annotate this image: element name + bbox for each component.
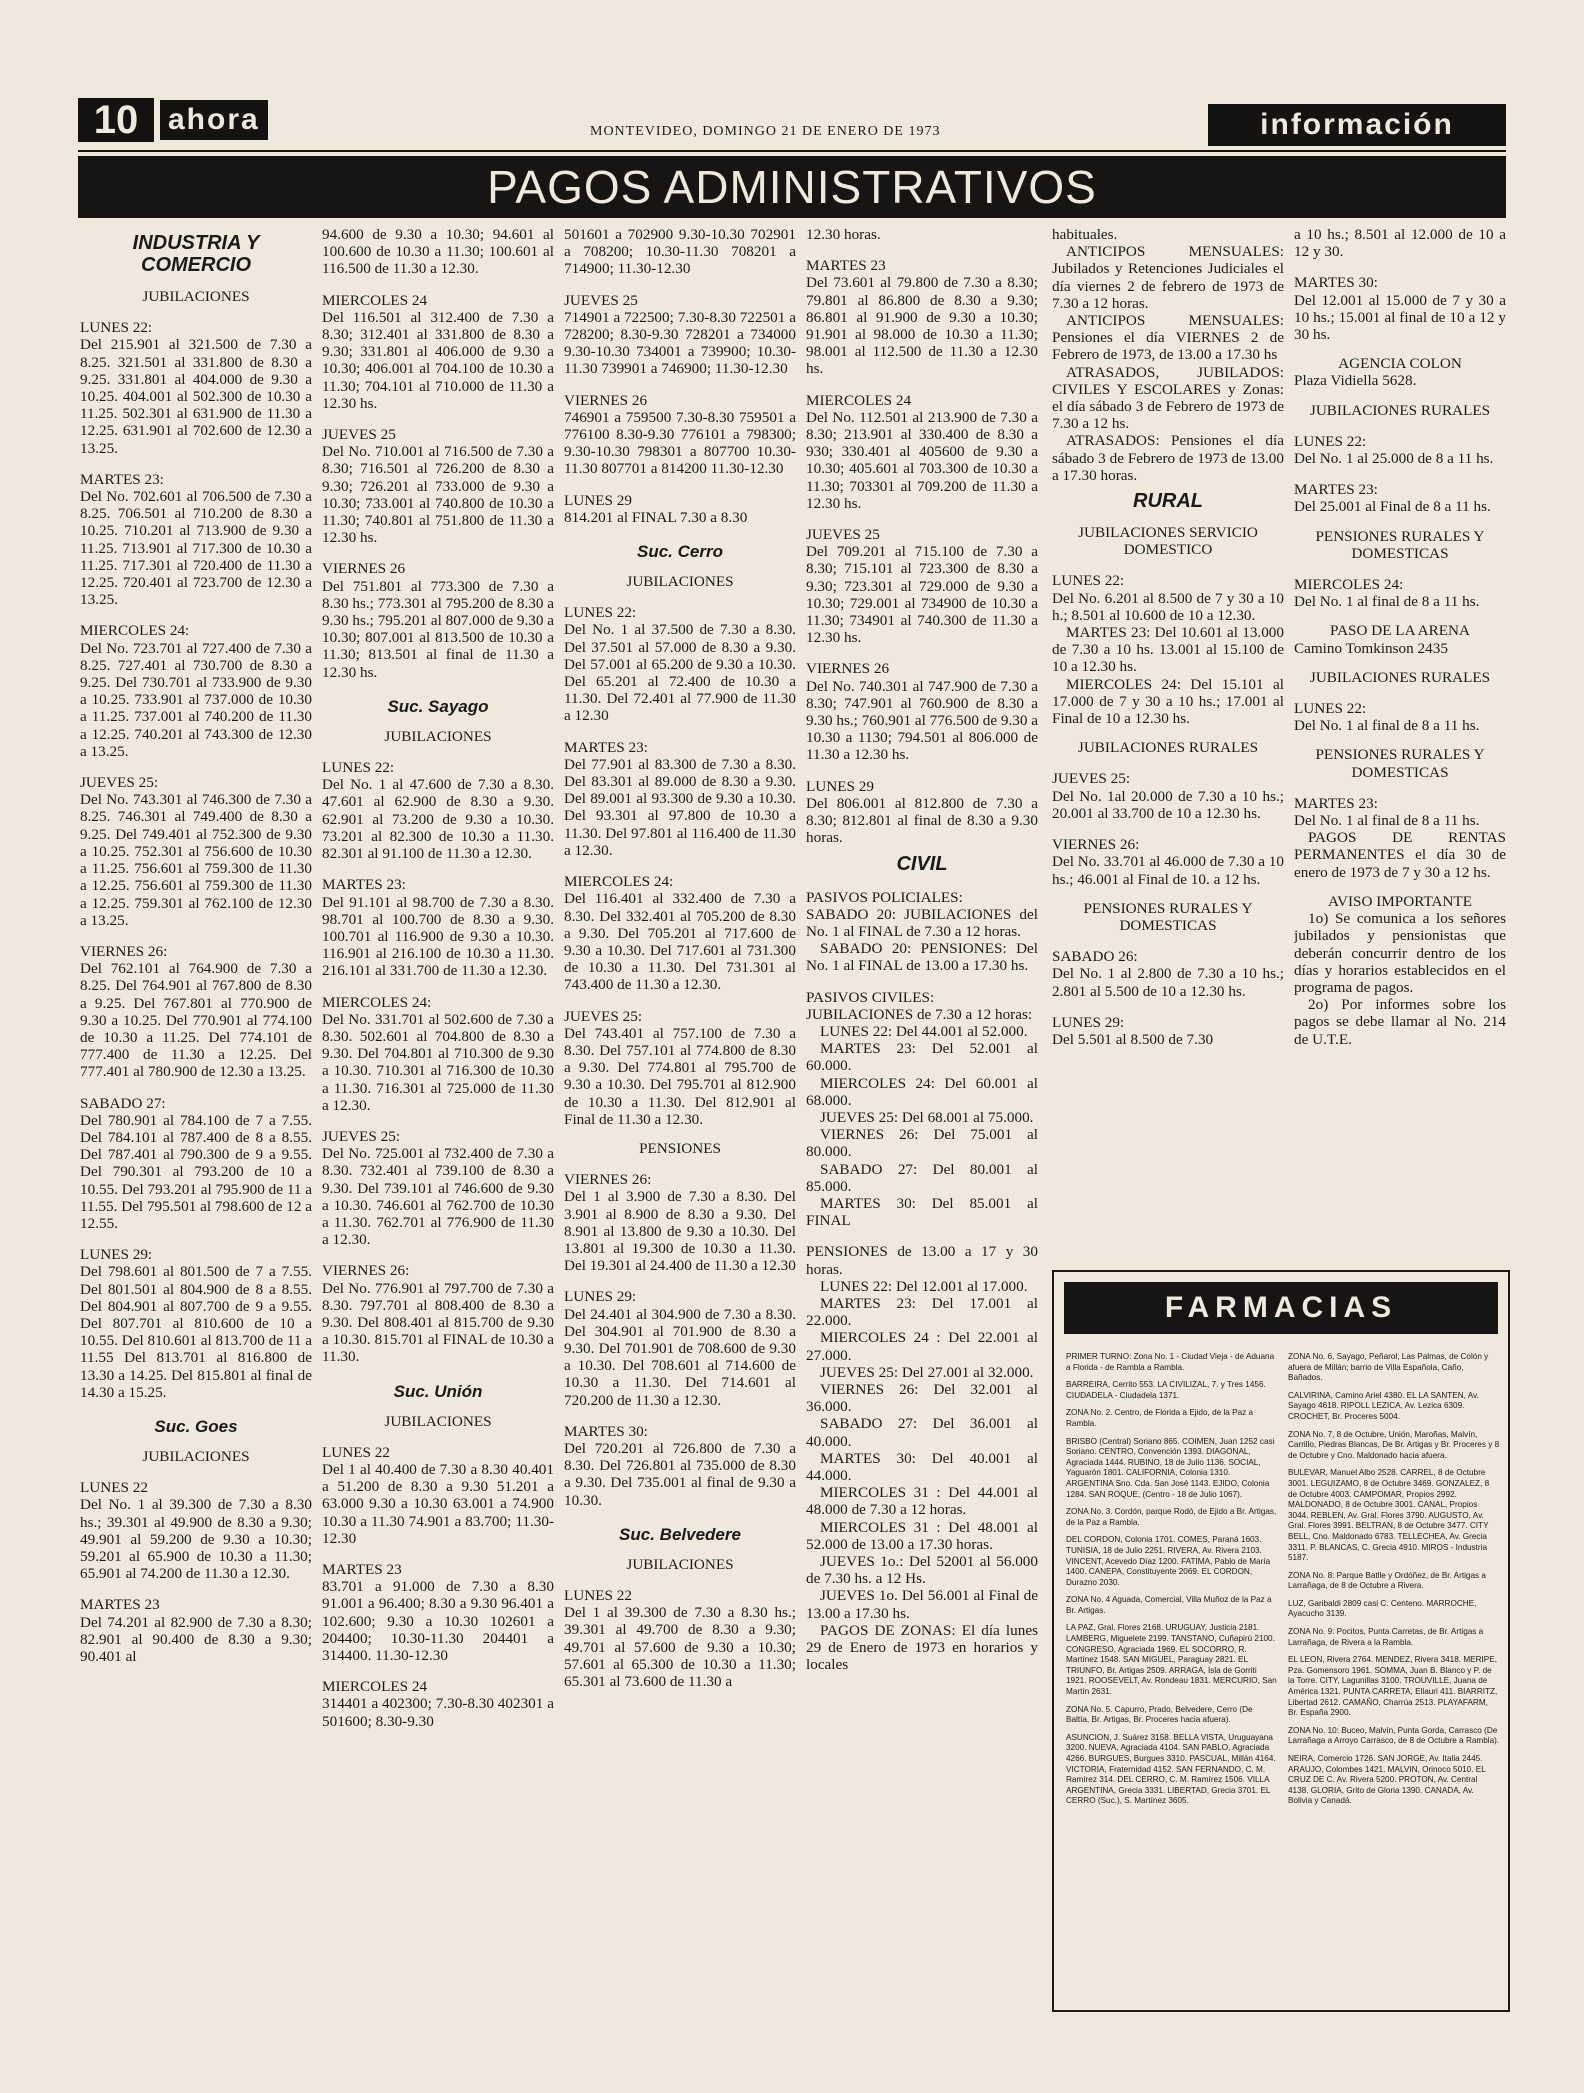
day-heading: MIERCOLES 24 [322, 291, 428, 309]
subheading: PENSIONES [639, 1139, 721, 1157]
pharmacy-listing: ASUNCION, J. Suárez 3158. BELLA VISTA, Uruguayana 3200. NUEVA, Agraciada 4104. SAN PABLO, Agraciada 4266. BURGUES, Burgues 3310. PASCUAL, Millán 4164. VICTORIA, Fraternidad 4152. SAN FERNANDO, C. M. Ramírez 314. DEL CERRO, C. M. Ramírez 1506. VILLA ARGENTINA, Grecia 3331. LIBERTAD, Grecia 3701. EL CERRO (Suc.), S. Martínez 3605. [1066, 1732, 1276, 1806]
day-heading: VIERNES 26 [806, 660, 890, 678]
schedule-text: ATRASADOS: Pensiones el día sábado 3 de Febrero de 1973 de 13.00 a 17.30 horas. [1052, 432, 1284, 484]
schedule-text: ANTICIPOS MENSUALES: Jubilados y Retenciones Judiciales el día viernes 2 de febrero de 1973 de 7.30 a 12 horas. [1052, 243, 1284, 312]
day-heading: JUEVES 25: [322, 1127, 401, 1145]
day-heading: MARTES 23: [564, 738, 648, 756]
schedule-text: Del No. 1 al final de 8 a 11 hs. [1294, 812, 1480, 830]
schedule-text: JUEVES 25: Del 27.001 al 32.000. [820, 1363, 1034, 1381]
schedule-text: Del No. 6.201 al 8.500 de 7 y 30 a 10 h.; 8.501 al 10.600 de 10 a 12.30. [1052, 589, 1284, 624]
schedule-text: Del No. 1 al final de 8 a 11 hs. [1294, 717, 1480, 735]
day-heading: MIERCOLES 24: [1294, 576, 1404, 594]
schedule-text: LUNES 22: Del 44.001 al 52.000. [820, 1022, 1028, 1040]
schedule-text: MIERCOLES 24: Del 15.101 al 17.000 de 7 y 30 a 10 hs.; 17.001 al Final de 10 a 12.30 hs. [1052, 675, 1284, 728]
subheading: JUBILACIONES [626, 1555, 734, 1573]
schedule-text: PAGOS DE ZONAS: El día lunes 29 de Enero de 1973 en horarios y locales [806, 1621, 1038, 1674]
schedule-text: MIERCOLES 24: Del 60.001 al 68.000. [806, 1074, 1038, 1109]
schedule-text: ATRASADOS, JUBILADOS: CIVILES Y ESCOLARES y Zonas: el día sábado 3 de Febrero de 1973 de 7.30 a 12 hs. [1052, 363, 1284, 433]
schedule-text: MARTES 30: Del 40.001 al 44.000. [806, 1449, 1038, 1484]
schedule-text: Del 5.501 al 8.500 de 7.30 [1052, 1030, 1214, 1048]
day-heading: MARTES 23: [1294, 481, 1378, 499]
pharmacy-listing: BULEVAR, Manuel Albo 2528. CARREL, 8 de Octubre 3001. LEGUIZAMO, 8 de Octubre 3469. GONZALEZ, 8 de Octubre 4003. CAMPOMAR, Propios 2992. MALDONADO, 8 de Octubre 3001. CANAL, Propios 3044. REBLEN, Av. Gral. Flores 3790. AUGUSTO, Av. Gral. Flores 3991. BELTRAN, 8 de Octubre 3477. CITY BELL, Cno. Maldonado 6783. TELLECHEA, Av. Grecia 3311. P. BLANCAS, C. Grecia 4910. MIROS - Industria 5187. [1288, 1468, 1490, 1563]
pharmacy-listing: ZONA No. 9: Pocitos, Punta Carretas, de Br. Artigas a Larrañaga, de Rivera a la Rambla. [1288, 1627, 1484, 1647]
schedule-text: Del 780.901 al 784.100 de 7 a 7.55. Del 784.101 al 787.400 de 8 a 8.55. Del 787.401 al 790.300 de 9 a 9.55. Del 790.301 al 793.200 de 10 a 10.55. Del 793.201 al 795.900 de 11 a 11.55. Del 795.501 al 798.600 de 12 a 12.55. [80, 1111, 312, 1232]
schedule-text: Camino Tomkinson 2435 [1294, 639, 1448, 657]
pharmacy-listing: DEL CORDON, Colonia 1701. COMES, Paraná 1603. TUNISIA, 18 de Julio 2251. RIVERA, Av. Rivera 2103. VINCENT, Acevedo Díaz 1200. FATIMA, Pablo de María 1400. CANEPA, Constituyente 2069. EL CORDON, Durazno 2030. [1066, 1535, 1271, 1587]
day-heading: JUEVES 25 [564, 291, 638, 309]
subheading: JUBILACIONES [384, 727, 492, 745]
pharmacy-listing: ZONA No. 5. Capurro, Prado, Belvedere, Cerro (De Baltía, Br. Artigas, Br. Proceres hacia afuera). [1066, 1704, 1253, 1725]
day-heading: PASIVOS CIVILES: [806, 988, 935, 1006]
newspaper-name: ahora [160, 100, 268, 140]
day-heading: LUNES 22: [1294, 432, 1367, 450]
subheading: AGENCIA COLON [1338, 355, 1462, 373]
schedule-text: 714901 a 722500; 7.30-8.30 722501 a 728200; 8.30-9.30 728201 a 734000 9.30-10.30 734001 a 739900; 10.30-11.30 739901 a 746900; 11.30-12.30 [564, 308, 796, 378]
column-2 [322, 226, 554, 2086]
schedule-text: a 10 hs.; 8.501 al 12.000 de 10 a 12 y 30. [1294, 226, 1506, 261]
day-heading: MARTES 23: [322, 876, 406, 894]
subheading: JUBILACIONES [142, 1447, 250, 1465]
schedule-text: Del 709.201 al 715.100 de 7.30 a 8.30; 715.101 al 723.300 de 8.30 a 9.30; 723.301 al 729.000 de 9.30 a 10.30; 729.001 al 734900 de 10.30 a 11.30; 734901 al 740.300 de 11.30 a 12.30 hs. [806, 543, 1038, 647]
schedule-text: MIERCOLES 31 : Del 44.001 al 48.000 de 7.30 a 12 horas. [806, 1484, 1038, 1519]
schedule-text: Del 1 al 39.300 de 7.30 a 8.30 hs.; 39.301 al 49.700 de 8.30 a 9.30; 49.701 al 57.600 de 9.30 a 10.30; 57.601 al 65.300 de 10.30 a 11.30; 65.301 al 73.600 de 11.30 a [564, 1604, 796, 1691]
schedule-text: MARTES 23: Del 17.001 al 22.000. [806, 1294, 1038, 1330]
schedule-text: Del No. 725.001 al 732.400 de 7.30 a 8.30. 732.401 al 739.100 de 8.30 a 9.30. Del 739.101 al 746.600 de 9.30 a 10.30. 746.601 al 762.700 de 10.30 a 11.30. 762.701 al 776.900 de 11.30 a 12.30. [322, 1145, 554, 1249]
day-heading: LUNES 29 [564, 491, 632, 509]
schedule-text: SABADO 20: JUBILACIONES del No. 1 al FINAL de 7.30 a 12 horas. [806, 905, 1038, 940]
day-heading: VIERNES 26 [322, 560, 406, 578]
schedule-text: Del No. 1 al 39.300 de 7.30 a 8.30 hs.; 39.301 al 49.900 de 8.30 a 9.30; 49.901 al 59.200 de 9.30 a 10.30; 59.201 al 65.900 de 10.30 a 11.30; 65.901 al 74.200 de 11.30 a 12.30. [80, 1496, 312, 1583]
day-heading: LUNES 29: [564, 1288, 637, 1306]
day-heading: MARTES 23 [806, 257, 886, 275]
day-heading: LUNES 22 [80, 1479, 148, 1497]
schedule-text: Del No. 1al 20.000 de 7.30 a 10 hs.; 20.001 al 33.700 de 10 a 12.30 hs. [1052, 787, 1284, 822]
schedule-text: ANTICIPOS MENSUALES: Pensiones el día VIERNES 2 de Febrero de 1973, de 13.00 a 17.30 hs [1052, 312, 1284, 364]
schedule-text: JUEVES 25: Del 68.001 al 75.000. [820, 1108, 1034, 1126]
pharmacy-listing: LA PAZ, Gral. Flores 2168. URUGUAY, Justicia 2181. LAMBERG, Miguelete 2199. TANSTANO, Cuñapirú 2100. CONGRESO, Agraciada 1969. EL SOCORRO, R. Martínez 1548. SAN MIGUEL, Paraguay 2821. EL TRIUNFO, Br. Artigas 2509. ARRAGA, Isla de Gorriti 1921. ROOSEVELT, Av. Rondeau 1831. MERCURIO, San Martín 2631. [1066, 1623, 1277, 1697]
day-heading: LUNES 22: [1052, 572, 1125, 590]
schedule-text: Del 762.101 al 764.900 de 7.30 a 8.25. Del 764.901 al 767.800 de 8.30 a 9.25. Del 767.801 al 770.900 de 9.30 a 10.25. Del 770.901 al 774.100 de 10.30 a 11.25. Del 774.101 de 777.400 de 11.30 a 12.25. Del 777.401 al 780.900 de 12.30 a 13.25. [80, 960, 312, 1081]
day-heading: MARTES 23 [80, 1596, 160, 1614]
schedule-text: LUNES 22: Del 12.001 al 17.000. [820, 1277, 1028, 1295]
pharmacy-listing: NEIRA, Comercio 1726. SAN JORGE, Av. Italia 2445. ARAUJO, Colombes 1421. MALVIN, Orinoco 5010. EL CRUZ DE C. Av. Rivera 5200. PROTON, Av. Central 4138. GLORIA, Grito de Gloria 1390. CANADA, Av. Bolivia y Canadá. [1288, 1754, 1486, 1806]
branch-heading: Suc. Belvedere [619, 1524, 741, 1544]
schedule-text: Del No. 743.301 al 746.300 de 7.30 a 8.25. 746.301 al 749.400 de 8.30 a 9.25. Del 749.401 al 752.300 de 9.30 a 10.25. 752.301 al 756.600 de 10.30 a 11.25. 756.601 al 759.300 de 11.30 a 12.25. 756.601 al 759.300 de 11.30 a 12.25. 759.301 al 762.100 de 12.30 a 13.25. [80, 791, 312, 929]
schedule-text: SABADO 27: Del 80.001 al 85.000. [806, 1160, 1038, 1195]
day-heading: MARTES 23: [1294, 794, 1378, 812]
day-heading: VIERNES 26: [80, 942, 168, 960]
pharmacy-listing: ZONA No. 3. Cordón, parque Rodó, de Ejido a Br. Artigas, de la Paz a Rambla. [1066, 1507, 1277, 1527]
subheading: PENSIONES RURALES Y DOMESTICAS [1315, 746, 1485, 781]
schedule-text: Del 73.601 al 79.800 de 7.30 a 8.30; 79.801 al 86.800 de 8.30 a 9.30; 86.801 al 91.900 de 9.30 a 10.30; 91.901 al 98.000 de 10.30 a 11.30; 98.001 al 112.500 de 11.30 a 12.30 hs. [806, 274, 1038, 378]
subheading: JUBILACIONES [384, 1412, 492, 1430]
schedule-text: 1o) Se comunica a los señores jubilados y pensionistas que deberán concurrir dentro de los días y horarios establecidos en el programa de pagos. [1294, 910, 1506, 996]
farmacias-left-column [1066, 1352, 1278, 1814]
day-heading: LUNES 22: [80, 319, 153, 337]
schedule-text: Del No. 740.301 al 747.900 de 7.30 a 8.30; 747.901 al 760.900 de 8.30 a 9.30 hs.; 760.901 al 776.500 de 9.30 a 10.30 a 1130; 794.501 al 806.000 de 11.30 a 12.30 hs. [806, 677, 1038, 764]
subheading: JUBILACIONES SERVICIO DOMESTICO [1078, 524, 1258, 559]
day-heading: MARTES 30: [1294, 274, 1378, 292]
subheading: JUBILACIONES RURALES [1309, 401, 1491, 419]
schedule-text: Del No. 112.501 al 213.900 de 7.30 a 8.30; 213.901 al 330.400 de 8.30 a 930; 330.401 al 405600 de 9.30 a 10.30; 405.601 al 703.300 de 10.30 a 11.30; 703301 al 709.200 de 11.30 a 12.30 hs. [806, 408, 1038, 512]
subheading: PENSIONES RURALES Y DOMESTICAS [1083, 899, 1253, 934]
schedule-text: SABADO 27: Del 36.001 al 40.000. [806, 1415, 1038, 1450]
day-heading: MARTES 23: [80, 470, 164, 488]
schedule-text: Plaza Vidiella 5628. [1294, 372, 1417, 390]
schedule-text: Del 751.801 al 773.300 de 7.30 a 8.30 hs.; 773.301 al 795.200 de 8.30 a 9.30 hs.; 795.201 al 807.000 de 9.30 a 10.30; 807.001 al 813.500 de 10.30 a 11.30; 813.501 al final de 11.30 a 12.30 hs. [322, 577, 554, 681]
schedule-text: Del 806.001 al 812.800 de 7.30 a 8.30; 812.801 al final de 8.30 a 9.30 horas. [806, 794, 1038, 847]
pharmacy-listing: ZONA No. 4 Aguada, Comercial, Villa Muñoz de la Paz a Br. Artigas. [1066, 1595, 1272, 1615]
farmacias-right-column [1288, 1352, 1500, 1814]
day-heading: VIERNES 26: [1052, 836, 1140, 854]
schedule-text: 501601 a 702900 9.30-10.30 702901 a 708200; 10.30-11.30 708201 a 714900; 11.30-12.30 [564, 226, 796, 278]
section-heading: CIVIL [896, 852, 948, 875]
schedule-text: JUBILACIONES de 7.30 a 12 horas: [806, 1005, 1033, 1023]
schedule-text: Del No. 1 al 37.500 de 7.30 a 8.30. Del 37.501 al 57.000 de 8.30 a 9.30. Del 57.001 al 65.200 de 9.30 a 10.30. Del 65.201 al 72.400 de 10.30 a 11.30. Del 72.401 al 77.900 de 11.30 a 12.30 [564, 621, 796, 725]
pharmacy-listing: BRISBO (Central) Soriano 865. COIMEN, Juan 1252 casi Soriano. CENTRO, Convención 1393. DIAGONAL, Agraciada 1444. RUBINO, 18 de Julio 1136. SOCIAL, Yaguarón 1801. CALIFORNIA, Colonia 1310. ARGENTINA Sno. Cda. San José 1143. EJIDO, Colonia 1284. SAN ROQUE, (Centro - 18 de Julio 1067). [1066, 1436, 1275, 1499]
day-heading: MARTES 23 [322, 1561, 402, 1578]
column-5 [1052, 226, 1284, 1262]
schedule-text: habituales. [1052, 226, 1118, 243]
pharmacy-listing: LUZ, Garibaldi 2809 casi C. Centeno. MARROCHE, Ayacucho 3139. [1288, 1598, 1477, 1619]
day-heading: MIERCOLES 24: [80, 622, 190, 640]
schedule-text: Del No. 1 al 2.800 de 7.30 a 10 hs.; 2.801 al 5.500 de 10 a 12.30 hs. [1052, 965, 1284, 1000]
schedule-text: JUEVES 1o. Del 56.001 al Final de 13.00 a 17.30 hs. [806, 1587, 1038, 1622]
branch-heading: Suc. Unión [393, 1381, 483, 1401]
schedule-text: MIERCOLES 31 : Del 48.001 al 52.000 de 13.00 a 17.30 horas. [806, 1518, 1038, 1553]
schedule-text: MARTES 23: Del 52.001 al 60.000. [806, 1040, 1038, 1075]
day-heading: SABADO 26: [1052, 948, 1138, 966]
farmacias-title: FARMACIAS [1064, 1282, 1498, 1334]
schedule-text: VIERNES 26: Del 32.001 al 36.000. [806, 1380, 1038, 1416]
section-heading: INDUSTRIA Y COMERCIO [132, 232, 260, 276]
column-1 [80, 226, 312, 2086]
day-heading: LUNES 29 [806, 777, 874, 795]
day-heading: MARTES 30: [564, 1422, 648, 1440]
schedule-text: VIERNES 26: Del 75.001 al 80.000. [806, 1126, 1038, 1161]
schedule-text: Del No. 1 al 47.600 de 7.30 a 8.30. 47.601 al 62.900 de 8.30 a 9.30. 62.901 al 73.200 de 9.30 a 10.30. 73.201 al 82.300 de 10.30 a 11.30. 82.301 al 91.100 de 11.30 a 12.30. [322, 776, 554, 863]
pharmacy-listing: ZONA No. 7, 8 de Octubre, Unión, Maroñas, Malvín, Carrillo, Piedras Blancas, De Br. Artigas y Br. Proceres y 8 de Octubre y Cno. Maldonado hacia afuera. [1288, 1429, 1500, 1460]
pharmacy-listing: ZONA No. 2. Centro, de Florida a Ejido, de la Paz a Rambla. [1066, 1408, 1254, 1428]
schedule-text: Del 74.201 al 82.900 de 7.30 a 8.30; 82.901 al 90.400 de 8.30 a 9.30; 90.401 al [80, 1613, 312, 1666]
day-heading: VIERNES 26: [564, 1171, 652, 1189]
pharmacy-listing: ZONA No. 6, Sayago, Peñarol, Las Palmas, de Colón y afuera de Millán; barrio de Villa Española, Caño, Bañados. [1288, 1352, 1489, 1383]
subheading: JUBILACIONES [142, 288, 250, 305]
schedule-text: 814.201 al FINAL 7.30 a 8.30 [564, 508, 748, 526]
pharmacy-listing: EL LEON, Rivera 2764. MENDEZ, Rivera 3418. MERIPE, Pza. Gomensoro 1961. SOMMA, Juan B. Blanco y P. de la Torre. CITY, Lagunillas 3100. TROUVILLE, Juana de América 1321. PUNTA CARRETA, Ellauri 411. BIARRITZ, Libertad 2612. CAMAÑO, Charrúa 2513. PLAYAFARM, Br. España 2900. [1288, 1655, 1498, 1718]
schedule-text: Del No. 702.601 al 706.500 de 7.30 a 8.25. 706.501 al 710.200 de 8.30 a 10.25. 710.201 al 713.900 de 9.30 a 11.25. 713.901 al 717.300 de 10.30 a 11.25. 717.301 al 720.400 de 11.30 a 12.25. 720.401 al 723.700 de 12.30 a 13.25. [80, 488, 312, 609]
subheading: PENSIONES RURALES Y DOMESTICAS [1315, 527, 1485, 562]
day-heading: LUNES 22: [322, 759, 395, 777]
column-6 [1294, 226, 1506, 1262]
subheading: JUBILACIONES RURALES [1077, 739, 1259, 757]
branch-heading: Suc. Cerro [637, 542, 723, 562]
subheading: PASO DE LA ARENA [1330, 622, 1470, 640]
schedule-text: Del 116.501 al 312.400 de 7.30 a 8.30; 312.401 al 331.800 de 8.30 a 9.30; 331.801 al 406.000 de 9.30 a 10.30; 406.001 al 704.100 de 10.30 a 11.30; 704.101 al 710.000 de 11.30 a 12.30 hs. [322, 308, 554, 412]
column-3 [564, 226, 796, 2086]
schedule-text: PAGOS DE RENTAS PERMANENTES el día 30 de enero de 1973 de 7 y 30 a 12 hs. [1294, 829, 1506, 881]
schedule-text: MIERCOLES 24 : Del 22.001 al 27.000. [806, 1329, 1038, 1364]
branch-heading: Suc. Goes [154, 1416, 238, 1436]
schedule-text: Del No. 1 al 25.000 de 8 a 11 hs. [1294, 450, 1494, 468]
day-heading: LUNES 22 [322, 1443, 390, 1461]
schedule-text: Del 116.401 al 332.400 de 7.30 a 8.30. Del 332.401 al 705.200 de 8.30 a 9.30. Del 705.201 al 717.600 de 9.30 a 10.30. Del 717.601 al 731.300 de 10.30 a 11.30. Del 731.301 al 743.400 de 11.30 a 12.30. [564, 890, 796, 994]
schedule-text: MARTES 23: Del 10.601 al 13.000 de 7.30 a 10 hs. 13.001 al 15.100 de 10 a 12.30 hs. [1052, 624, 1284, 676]
schedule-text: 83.701 a 91.000 de 7.30 a 8.30 91.001 a 96.400; 8.30 a 9.30 96.401 a 102.600; 9.30 a 10.30 102601 a 204400; 10.30-11.30 204401 a 314400. 11.30-12.30 [322, 1578, 554, 1665]
schedule-text: Del 25.001 al Final de 8 a 11 hs. [1294, 498, 1491, 516]
schedule-text: Del No. 1 al final de 8 a 11 hs. [1294, 593, 1480, 611]
day-heading: MIERCOLES 24: [322, 993, 432, 1011]
day-heading: PASIVOS POLICIALES: [806, 888, 963, 906]
day-heading: JUEVES 25: [1052, 770, 1131, 788]
subheading: JUBILACIONES RURALES [1309, 668, 1491, 686]
day-heading: LUNES 22 [564, 1587, 632, 1604]
schedule-text: Del 77.901 al 83.300 de 7.30 a 8.30. Del 83.301 al 89.000 de 8.30 a 9.30. Del 89.001 al 93.300 de 9.30 a 10.30. Del 93.301 al 97.800 de 10.30 a 11.30. Del 97.801 al 116.400 de 11.30 a 12.30. [564, 755, 796, 859]
day-heading: SABADO 27: [80, 1094, 166, 1112]
schedule-text: Del 743.401 al 757.100 de 7.30 a 8.30. Del 757.101 al 774.800 de 8.30 a 9.30. Del 774.801 al 795.700 de 9.30 a 10.30. Del 795.701 al 812.900 de 10.30 a 11.30. Del 812.901 al Final de 11.30 a 12.30. [564, 1024, 796, 1128]
day-heading: LUNES 29: [80, 1246, 153, 1264]
schedule-text: Del No. 33.701 al 46.000 de 7.30 a 10 hs.; 46.001 al Final de 10. a 12 hs. [1052, 853, 1284, 888]
schedule-text: Del 12.001 al 15.000 de 7 y 30 a 10 hs.; 15.001 al final de 10 a 12 y 30 hs. [1294, 291, 1506, 344]
schedule-text: Del 91.101 al 98.700 de 7.30 a 8.30. 98.701 al 100.700 de 8.30 a 9.30. 100.701 al 116.900 de 9.30 a 10.30. 116.901 al 216.100 de 10.30 a 11.30. 216.101 al 331.700 de 11.30 a 12.30. [322, 893, 554, 980]
subheading: AVISO IMPORTANTE [1328, 892, 1472, 910]
schedule-text: 314401 a 402300; 7.30-8.30 402301 a 501600; 8.30-9.30 [322, 1695, 554, 1730]
schedule-text: 746901 a 759500 7.30-8.30 759501 a 776100 8.30-9.30 776101 a 798300; 9.30-10.30 798301 a 807700 10.30-11.30 807701 a 814200 11.30-12.30 [564, 408, 796, 478]
header-rule [78, 150, 1506, 152]
subheading: JUBILACIONES [626, 573, 734, 591]
day-heading: MIERCOLES 24 [322, 1678, 428, 1696]
schedule-text: Del No. 331.701 al 502.600 de 7.30 a 8.30. 502.601 al 704.800 de 8.30 a 9.30. Del 704.801 al 710.300 de 9.30 a 10.30. 710.301 al 716.300 de 10.30 a 11.30. 716.301 al 725.000 de 11.30 a 12.30. [322, 1010, 554, 1114]
day-heading: JUEVES 25: [80, 774, 159, 792]
pharmacy-listing: ZONA No. 10: Buceo, Malvín, Punta Gorda, Carrasco (De Larrañaga a Arroyo Carrasco, de 8 de Octubre a Rambla). [1288, 1725, 1500, 1746]
day-heading: LUNES 29: [1052, 1013, 1125, 1031]
schedule-text: SABADO 20: PENSIONES: Del No. 1 al FINAL de 13.00 a 17.30 hs. [806, 940, 1038, 975]
schedule-text: MARTES 30: Del 85.001 al FINAL [806, 1194, 1038, 1230]
day-heading: JUEVES 25 [322, 426, 396, 444]
day-heading: MIERCOLES 24 [806, 391, 912, 409]
pharmacy-listing: CALVIRINA, Camino Ariel 4380. EL LA SANTEN, Av. Sayago 4618. RIPOLL LEZICA, Av. Lezica 6309. CROCHET, Br. Proceres 5004. [1288, 1390, 1479, 1421]
schedule-text: Del 798.601 al 801.500 de 7 a 7.55. Del 801.501 al 804.900 de 8 a 8.55. Del 804.901 al 807.700 de 9 a 9.55. Del 807.701 al 810.600 de 10 a 10.55. Del 810.601 al 813.700 de 11 a 11.55 Del 813.701 al 816.800 de 13.30 a 14.25. Del 815.801 al final de 14.30 a 15.25. [80, 1263, 312, 1401]
schedule-text: Del 24.401 al 304.900 de 7.30 a 8.30. Del 304.901 al 701.900 de 8.30 a 9.30. Del 701.901 de 708.600 de 9.30 a 10.30. Del 708.601 al 714.600 de 10.30 a 11.30. Del 714.601 al 720.200 de 11.30 a 12.30. [564, 1305, 796, 1409]
schedule-text: 12.30 horas. [806, 226, 881, 243]
page-number: 10 [78, 98, 154, 142]
schedule-text: JUEVES 1o.: Del 52001 al 56.000 de 7.30 hs. a 12 Hs. [806, 1553, 1038, 1588]
schedule-text: Del 720.201 al 726.800 de 7.30 a 8.30. Del 726.801 al 735.000 de 8.30 a 9.30. Del 735.001 al final de 9.30 a 10.30. [564, 1439, 796, 1509]
schedule-text: 2o) Por informes sobre los pagos se debe llamar al No. 214 de U.T.E. [1294, 996, 1506, 1048]
day-heading: JUEVES 25 [806, 526, 880, 544]
day-heading: VIERNES 26 [564, 391, 648, 409]
schedule-text: Del 1 al 40.400 de 7.30 a 8.30 40.401 a 51.200 de 8.30 a 9.30 51.201 a 63.000 9.30 a 10.30 63.001 a 74.900 10.30 a 11.30 74.901 a 83.700; 11.30-12.30 [322, 1460, 554, 1547]
pharmacy-listing: ZONA No. 8: Parque Batlle y Ordóñez, de Br. Artigas a Larrañaga, de 8 de Octubre a Rivera. [1288, 1570, 1486, 1591]
dateline: MONTEVIDEO, DOMINGO 21 DE ENERO DE 1973 [590, 124, 941, 139]
column-4 [806, 226, 1038, 2086]
schedule-text: Del No. 776.901 al 797.700 de 7.30 a 8.30. 797.701 al 808.400 de 8.30 a 9.30. Del 808.401 al 815.700 de 9.30 a 10.30. 815.701 al FINAL de 10.30 a 11.30. [322, 1279, 554, 1366]
page-banner: PAGOS ADMINISTRATIVOS [78, 156, 1506, 218]
day-heading: VIERNES 26: [322, 1262, 410, 1280]
schedule-text: Del No. 723.701 al 727.400 de 7.30 a 8.25. 727.401 al 730.700 de 8.30 a 9.25. Del 730.701 al 733.900 de 9.30 a 10.25. 733.901 al 737.000 de 10.30 a 11.25. 737.001 al 740.200 de 11.30 a 12.25. 740.201 al 743.300 de 12.30 a 13.25. [80, 639, 312, 760]
day-heading: MIERCOLES 24: [564, 873, 674, 891]
schedule-text: Del 1 al 3.900 de 7.30 a 8.30. Del 3.901 al 8.900 de 8.30 a 9.30. Del 8.901 al 13.800 de 9.30 a 10.30. Del 13.801 al 19.300 de 10.30 a 11.30. Del 19.301 al 24.400 de 11.30 a 12.30 [564, 1188, 796, 1275]
day-heading: JUEVES 25: [564, 1007, 643, 1025]
farmacias-box [1052, 1270, 1510, 2012]
day-heading: LUNES 22: [1294, 700, 1367, 718]
schedule-text: Del No. 710.001 al 716.500 de 7.30 a 8.30; 716.501 al 726.200 de 8.30 a 9.30; 726.201 al 733.000 de 9.30 a 10.30; 733.001 al 740.800 de 10.30 a 11.30; 740.801 al 751.800 de 11.30 a 12.30 hs. [322, 443, 554, 547]
schedule-text: 94.600 de 9.30 a 10.30; 94.601 al 100.600 de 10.30 a 11.30; 100.601 al 116.500 de 11.30 a 12.30. [322, 226, 554, 278]
day-heading: LUNES 22: [564, 604, 637, 622]
branch-heading: Suc. Sayago [387, 696, 489, 716]
day-heading: PENSIONES de 13.00 a 17 y 30 horas. [806, 1243, 1038, 1278]
pharmacy-listing: BARREIRA, Cerrito 553. LA CIVILIZAL, 7. y Tres 1456. CIUDADELA - Ciudadela 1371. [1066, 1380, 1266, 1400]
section-heading: RURAL [1133, 490, 1203, 513]
section-title: información [1208, 104, 1506, 146]
pharmacy-listing: PRIMER TURNO: Zona No. 1 - Ciudad Vieja - de Aduana a Florida - de Rambla a Rambla. [1066, 1352, 1275, 1372]
schedule-text: Del 215.901 al 321.500 de 7.30 a 8.25. 321.501 al 331.800 de 8.30 a 9.25. 331.801 al 404.000 de 9.30 a 10.25. 404.001 al 502.300 de 10.30 a 11.25. 502.301 al 631.900 de 11.30 a 12.25. 631.901 al 702.600 de 12.30 a 13.25. [80, 336, 312, 457]
